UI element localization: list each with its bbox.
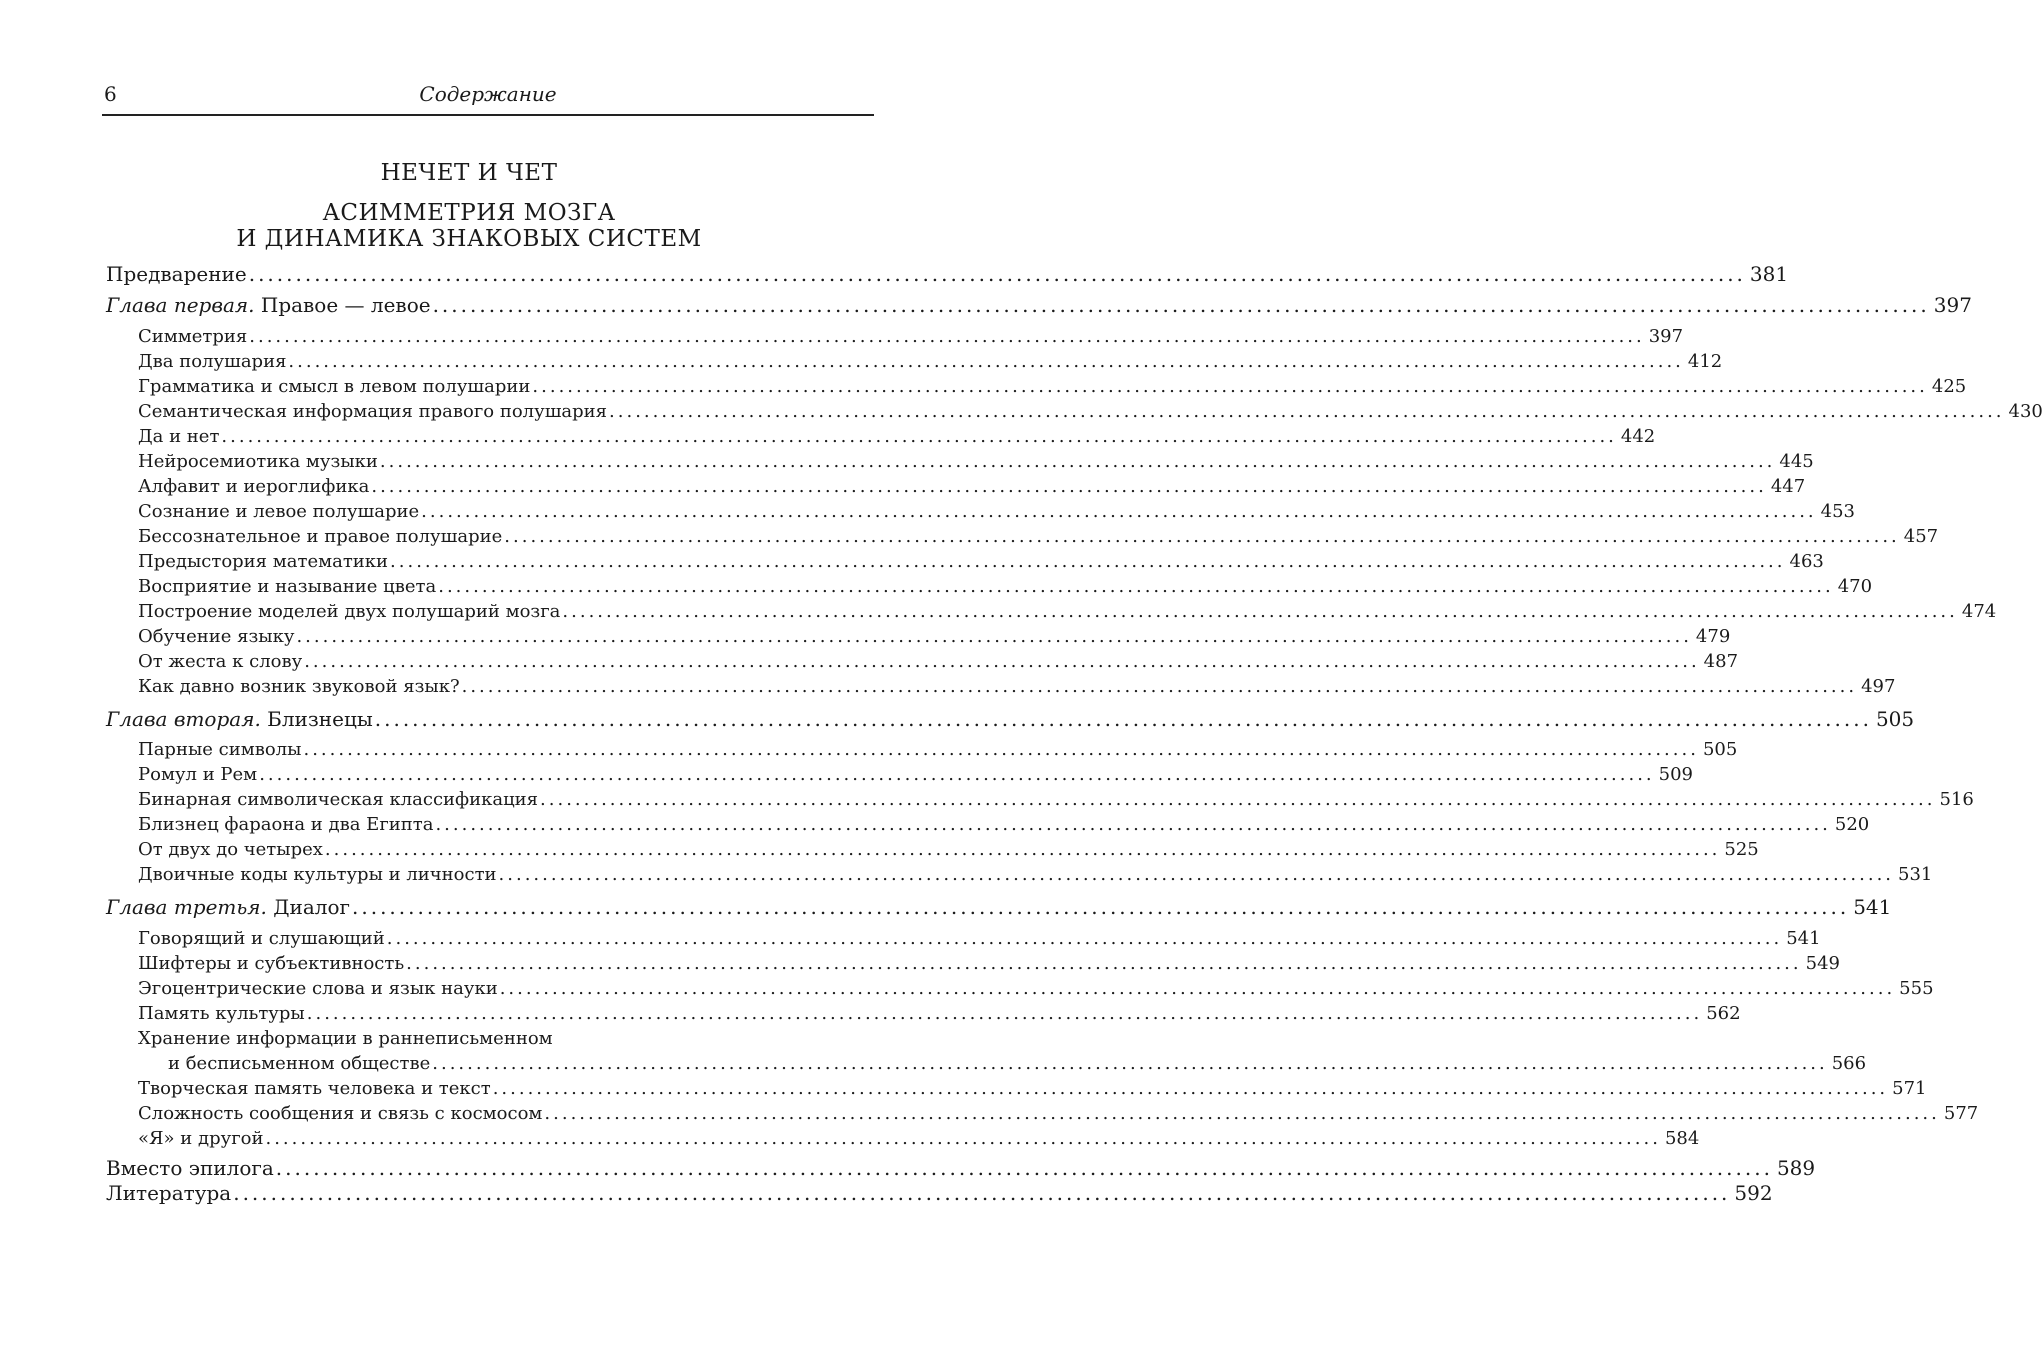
toc-entry[interactable]	[138, 426, 1656, 447]
toc-label: Сложность сообщения и связь с космосом	[138, 1103, 543, 1124]
toc-label: Алфавит и иероглифика	[138, 476, 370, 497]
dot-leader: ................................................................................................................................................................	[432, 1053, 1828, 1074]
toc-entry-chapter-3[interactable]	[106, 895, 1892, 919]
dot-leader: ................................................................................................................................................................	[406, 953, 1802, 974]
toc-label: Правое — левое	[254, 293, 431, 317]
toc-label: Говорящий и слушающий	[138, 928, 385, 949]
toc-entry[interactable]	[138, 1103, 1979, 1124]
toc-page: 397	[1648, 326, 1684, 347]
toc-label: Два полушария	[138, 351, 287, 372]
dot-leader: ................................................................................................................................................................	[461, 676, 1858, 697]
toc-page: 520	[1834, 814, 1870, 835]
toc-label: и бесписьменном обществе	[168, 1053, 431, 1074]
toc-entry-preface[interactable]	[106, 262, 1789, 286]
dot-leader: ................................................................................................................................................................	[324, 839, 1721, 860]
dot-leader: ................................................................................................................................................................	[379, 451, 1776, 472]
toc-page: 577	[1943, 1103, 1979, 1124]
toc-page: 447	[1770, 476, 1806, 497]
dot-leader: ................................................................................................................................................................	[233, 1181, 1731, 1205]
toc-label: Да и нет	[138, 426, 220, 447]
toc-page: 497	[1861, 676, 1896, 697]
dot-leader: ................................................................................................................................................................	[562, 601, 1958, 622]
dot-leader: ................................................................................................................................................................	[296, 626, 1692, 647]
toc-page: 541	[1786, 928, 1821, 949]
toc-page: 442	[1620, 426, 1656, 447]
chapter-prefix: Глава третья.	[106, 895, 267, 919]
dot-leader: ................................................................................................................................................................	[492, 1078, 1889, 1099]
toc-label: Диалог	[266, 895, 350, 919]
toc-label: Творческая память человека и текст	[138, 1078, 491, 1099]
dot-leader: ................................................................................................................................................................	[432, 293, 1930, 317]
toc-label: «Я» и другой	[138, 1128, 264, 1149]
toc-page: 541	[1853, 895, 1892, 919]
toc-label: Бинарная символическая классификация	[138, 789, 539, 810]
toc-page: 381	[1749, 262, 1789, 286]
toc-page: 509	[1658, 764, 1694, 785]
toc-page: 470	[1837, 576, 1873, 597]
toc-entry[interactable]	[138, 551, 1824, 572]
toc-label: Предыстория математики	[138, 551, 389, 572]
toc-entry[interactable]	[138, 501, 1855, 522]
dot-leader: ................................................................................................................................................................	[435, 814, 1831, 835]
page-number: 6	[104, 82, 117, 106]
dot-leader: ................................................................................................................................................................	[532, 376, 1928, 397]
dot-leader: ................................................................................................................................................................	[306, 1003, 1703, 1024]
toc-entry-chapter-2[interactable]	[106, 707, 1915, 731]
toc-label: Нейросемиотика музыки	[138, 451, 378, 472]
toc-page: 457	[1903, 526, 1939, 547]
toc-label: Сознание и левое полушарие	[138, 501, 420, 522]
toc-page: 445	[1779, 451, 1814, 472]
toc-entry[interactable]	[138, 789, 1974, 810]
toc-label: Как давно возник звуковой язык?	[138, 676, 460, 697]
toc-page: 463	[1789, 551, 1824, 572]
dot-leader: ................................................................................................................................................................	[540, 789, 1936, 810]
dot-leader: ................................................................................................................................................................	[504, 526, 1900, 547]
toc-page: 487	[1703, 651, 1739, 672]
toc-page: 555	[1899, 978, 1934, 999]
toc-page: 584	[1664, 1128, 1700, 1149]
toc-entry-line-1[interactable]: Хранение информации в раннеписьменном	[138, 1028, 553, 1049]
toc-page: 589	[1776, 1156, 1816, 1180]
toc-page: 474	[1961, 601, 1997, 622]
page-header	[102, 80, 874, 116]
toc-label: Ромул и Рем	[138, 764, 258, 785]
toc-entry-line-2[interactable]	[168, 1053, 1867, 1074]
dot-leader: ................................................................................................................................................................	[259, 764, 1655, 785]
running-title: Содержание	[419, 82, 557, 106]
toc-page: 453	[1820, 501, 1855, 522]
book-title: НЕЧЕТ И ЧЕТ	[380, 160, 558, 186]
toc-entry[interactable]	[138, 476, 1806, 497]
toc-label: Построение моделей двух полушарий мозга	[138, 601, 561, 622]
toc-entry[interactable]	[138, 676, 1896, 697]
toc-entry[interactable]	[138, 326, 1684, 347]
toc-page: 430	[2008, 401, 2043, 422]
toc-page: 479	[1695, 626, 1731, 647]
dot-leader: ................................................................................................................................................................	[249, 326, 1645, 347]
dot-leader: ................................................................................................................................................................	[374, 707, 1872, 731]
toc-entry[interactable]	[138, 953, 1840, 974]
book-subtitle-line-1: АСИММЕТРИЯ МОЗГА	[322, 200, 616, 226]
toc-entry[interactable]	[138, 839, 1759, 860]
toc-page: 397	[1933, 293, 1972, 317]
dot-leader: ................................................................................................................................................................	[265, 1128, 1661, 1149]
dot-leader: ................................................................................................................................................................	[221, 426, 1617, 447]
toc-page: 531	[1898, 864, 1933, 885]
toc-entry[interactable]	[138, 1003, 1741, 1024]
toc-label: Парные символы	[138, 739, 302, 760]
toc-entry[interactable]	[138, 1128, 1700, 1149]
toc-label: Обучение языку	[138, 626, 295, 647]
toc-page: 562	[1706, 1003, 1741, 1024]
toc-entry-literature[interactable]	[106, 1181, 1773, 1205]
toc-entry[interactable]	[138, 576, 1873, 597]
toc-label: Симметрия	[138, 326, 248, 347]
dot-leader: ................................................................................................................................................................	[303, 739, 1699, 760]
dot-leader: ................................................................................................................................................................	[371, 476, 1767, 497]
toc-page: 516	[1939, 789, 1974, 810]
toc-entry-chapter-1[interactable]	[106, 293, 1972, 317]
toc-label: Близнецы	[260, 707, 373, 731]
toc-label: Семантическая информация правого полушария	[138, 401, 608, 422]
dot-leader: ................................................................................................................................................................	[498, 864, 1895, 885]
toc-label: Двоичные коды культуры и личности	[138, 864, 497, 885]
toc-label: Предварение	[106, 262, 247, 286]
toc-label: Вместо эпилога	[106, 1156, 274, 1180]
toc-label: Грамматика и смысл в левом полушарии	[138, 376, 531, 397]
dot-leader: ................................................................................................................................................................	[248, 262, 1746, 286]
toc-page: 425	[1931, 376, 1967, 397]
toc-page: 412	[1687, 351, 1723, 372]
toc-label: От жеста к слову	[138, 651, 303, 672]
dot-leader: ................................................................................................................................................................	[288, 351, 1684, 372]
dot-leader: ................................................................................................................................................................	[499, 978, 1896, 999]
toc-entry[interactable]	[138, 626, 1731, 647]
toc-entry[interactable]	[138, 451, 1814, 472]
toc-entry[interactable]	[138, 526, 1939, 547]
toc-label: Близнец фараона и два Египта	[138, 814, 434, 835]
dot-leader: ................................................................................................................................................................	[386, 928, 1783, 949]
toc-page: 566	[1831, 1053, 1867, 1074]
dot-leader: ................................................................................................................................................................	[390, 551, 1786, 572]
toc-label: Восприятие и называние цвета	[138, 576, 437, 597]
toc-label: От двух до четырех	[138, 839, 323, 860]
toc-entry[interactable]	[138, 1078, 1927, 1099]
toc-label: Шифтеры и субъективность	[138, 953, 405, 974]
toc-entry[interactable]	[138, 928, 1821, 949]
toc-entry[interactable]	[138, 739, 1738, 760]
book-subtitle-line-2: И ДИНАМИКА ЗНАКОВЫХ СИСТЕМ	[236, 226, 702, 252]
toc-entry[interactable]	[138, 376, 1967, 397]
toc-entry[interactable]	[138, 601, 1997, 622]
dot-leader: ................................................................................................................................................................	[304, 651, 1700, 672]
toc-page: 549	[1805, 953, 1840, 974]
toc-page: 571	[1892, 1078, 1927, 1099]
toc-page: 505	[1702, 739, 1738, 760]
toc-entry-epilogue[interactable]	[106, 1156, 1816, 1180]
toc-page: 592	[1734, 1181, 1773, 1205]
dot-leader: ................................................................................................................................................................	[421, 501, 1817, 522]
toc-page: 505	[1875, 707, 1915, 731]
dot-leader: ................................................................................................................................................................	[544, 1103, 1940, 1124]
toc-entry[interactable]	[138, 651, 1739, 672]
toc-label: Бессознательное и правое полушарие	[138, 526, 503, 547]
toc-label: Литература	[106, 1181, 232, 1205]
chapter-prefix: Глава первая.	[106, 293, 255, 317]
chapter-prefix: Глава вторая.	[106, 707, 261, 731]
dot-leader: ................................................................................................................................................................	[352, 895, 1850, 919]
dot-leader: ................................................................................................................................................................	[438, 576, 1834, 597]
dot-leader: ................................................................................................................................................................	[275, 1156, 1773, 1180]
toc-entry[interactable]	[138, 764, 1694, 785]
toc-entry[interactable]	[138, 864, 1933, 885]
toc-entry[interactable]	[138, 814, 1870, 835]
toc-label: Память культуры	[138, 1003, 305, 1024]
toc-page: 525	[1724, 839, 1759, 860]
toc-entry[interactable]	[138, 401, 2043, 422]
toc-entry[interactable]	[138, 978, 1934, 999]
toc-entry[interactable]	[138, 351, 1723, 372]
toc-label: Эгоцентрические слова и язык науки	[138, 978, 498, 999]
dot-leader: ................................................................................................................................................................	[609, 401, 2005, 422]
